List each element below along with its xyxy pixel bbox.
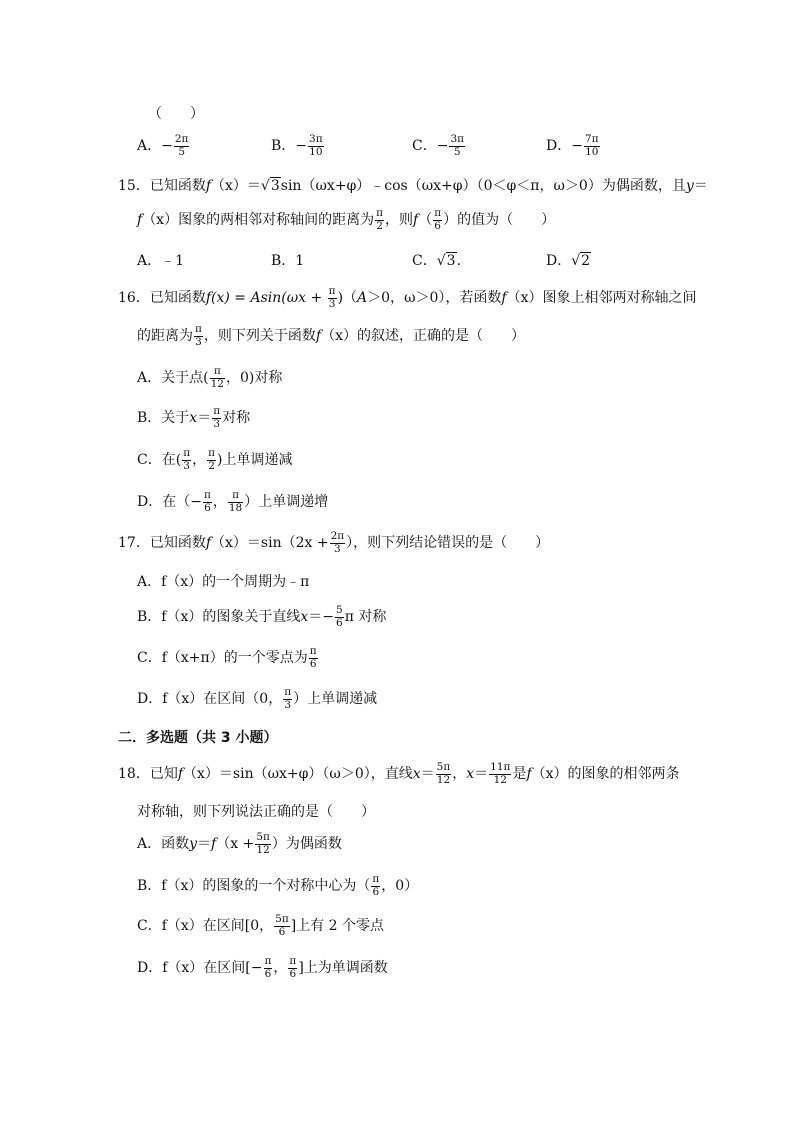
text: ＝ [474, 766, 489, 783]
text: B．f（x）的图象关于直线 [137, 609, 301, 626]
text: . [456, 253, 462, 269]
q14-option-a [137, 134, 190, 158]
text: ＝− [308, 609, 335, 626]
fraction [436, 762, 452, 786]
numerator: π [213, 365, 221, 377]
denominator: 12 [210, 377, 224, 390]
q18-option-d [137, 956, 388, 980]
numerator: 5π [275, 913, 289, 925]
text: ）的值为（ ） [443, 212, 556, 229]
text: 16．已知函数 [118, 290, 206, 307]
fraction [255, 832, 271, 856]
numerator: π [376, 207, 383, 219]
numerator: π [208, 447, 215, 459]
math-var: f [211, 836, 217, 853]
q15-stem-line1 [118, 175, 708, 195]
q17-option-a: A．f（x）的一个周期为﹣π [137, 574, 310, 590]
q15-option-b: B．1 [271, 253, 305, 269]
text: π 对称 [344, 609, 387, 626]
numerator: π [284, 686, 292, 698]
radicand: 3 [270, 178, 280, 194]
text: ），则下列结论错误的是（ ） [346, 535, 550, 552]
option-label: C． [412, 253, 437, 269]
q15-stem-line2 [137, 208, 555, 232]
text: sin（ωx+φ）﹣cos（ωx+φ）（0＜φ＜π，ω＞0）为偶函数，且 [280, 178, 686, 194]
text: ]上有 2 个零点 [290, 918, 385, 935]
text: B．关于 [137, 410, 190, 427]
text: （x）＝sin（ωx+φ）（ω＞0），直线 [183, 766, 413, 783]
text: ， [212, 494, 227, 511]
q18-stem-line2: 对称轴，则下列说法正确的是（ ） [137, 804, 375, 820]
fraction [433, 208, 442, 232]
q16-option-d [137, 490, 328, 514]
numerator: π [309, 645, 317, 657]
text: ）上单调递减 [293, 691, 378, 708]
numerator: 3π [309, 133, 323, 145]
q18-option-a [137, 832, 342, 856]
text: ，0） [381, 878, 419, 895]
minus-sign: − [295, 138, 308, 155]
denominator: 3 [195, 335, 202, 348]
minus-sign: − [436, 138, 449, 155]
text: ＝ [420, 766, 435, 783]
fraction [264, 956, 273, 980]
denominator: 6 [274, 926, 290, 939]
option-label: A． [137, 138, 162, 155]
text: D．在（− [137, 494, 202, 511]
numerator: π [232, 489, 240, 501]
fraction [375, 208, 384, 232]
fraction [330, 531, 346, 555]
math-formula: f(x) = Asin(ωx + [205, 290, 327, 307]
option-label: D． [546, 138, 572, 155]
sqrt-symbol: √2 [571, 253, 591, 269]
text: （x）的叙述，正确的是（ ） [321, 328, 525, 345]
math-var: f [526, 766, 532, 783]
q15-option-d [546, 250, 591, 270]
text: ，0)对称 [225, 370, 283, 387]
text: （x）图象上相邻两对称轴之间 [506, 290, 697, 307]
text: ) [337, 290, 344, 307]
text: ， [452, 766, 467, 783]
fraction [283, 687, 292, 711]
text: 是 [512, 766, 527, 783]
numerator: 5π [436, 761, 451, 773]
radicand: 2 [581, 253, 591, 269]
text: ）为偶函数 [271, 836, 342, 853]
math-var: A [357, 290, 368, 307]
section-heading: 二．多选题（共 3 小题） [118, 730, 278, 746]
fraction [584, 134, 600, 158]
option-label: C． [412, 138, 437, 155]
fraction [309, 646, 318, 670]
fraction [212, 406, 221, 430]
q14-stem-tail: （ ） [148, 106, 204, 122]
denominator: 10 [309, 145, 323, 158]
denominator: 3 [330, 543, 346, 556]
numerator: π [195, 323, 202, 335]
math-var: y [189, 836, 198, 853]
text: D．f（x）在区间[− [137, 960, 263, 977]
denominator: 12 [256, 843, 270, 856]
fraction [328, 286, 337, 310]
math-var: f [501, 290, 507, 307]
math-var: f [205, 535, 212, 552]
text: 17．已知函数 [118, 535, 206, 552]
denominator: 3 [213, 417, 220, 430]
sqrt-symbol: √3 [436, 253, 456, 269]
text: （x）＝ [211, 178, 261, 194]
text: )上单调递减 [217, 452, 293, 469]
option-label: B． [271, 138, 296, 155]
math-var: f [315, 328, 322, 345]
text: 15．已知函数 [118, 178, 206, 194]
text: B．f（x）的图象的一个对称中心为（ [137, 878, 371, 895]
fraction [371, 874, 380, 898]
text: ）上单调递增 [244, 494, 329, 511]
text: ，则下列关于函数 [203, 328, 316, 345]
text: ，则 [385, 212, 413, 229]
math-var: f [413, 212, 419, 229]
q15-option-a: A．﹣1 [137, 253, 185, 269]
fraction [203, 490, 212, 514]
fraction [335, 605, 344, 629]
denominator: 3 [284, 698, 292, 711]
denominator: 3 [183, 459, 190, 472]
numerator: 5 [336, 604, 343, 616]
denominator: 6 [372, 885, 380, 898]
radicand: 3 [446, 253, 456, 269]
text: C．在( [137, 452, 182, 469]
sqrt-symbol: √3 [260, 178, 280, 194]
text: D．f（x）在区间（0， [137, 691, 283, 708]
fraction [207, 448, 216, 472]
minus-sign: − [571, 138, 583, 155]
q16-stem-line1 [118, 286, 696, 310]
text: ， [273, 960, 288, 977]
denominator: 6 [289, 967, 297, 980]
denominator: 6 [434, 219, 441, 232]
numerator: π [183, 447, 191, 459]
option-label: D． [546, 253, 572, 269]
text: C．f（x）在区间[0， [137, 918, 274, 935]
denominator: 2 [208, 459, 215, 472]
text: 18．已知 [118, 766, 178, 783]
denominator: 5 [449, 146, 465, 159]
q14-option-b [271, 134, 325, 158]
q17-option-c [137, 646, 319, 670]
text: 对称 [222, 410, 251, 427]
numerator: π [328, 285, 336, 297]
numerator: 7π [584, 133, 599, 145]
numerator: π [213, 405, 221, 417]
math-var: x [300, 609, 309, 626]
q17-option-b [137, 605, 386, 629]
text: ＝ [197, 836, 212, 853]
denominator: 5 [174, 146, 190, 159]
math-var: x [412, 766, 421, 783]
minus-sign: − [161, 138, 173, 155]
text: （ [343, 290, 358, 307]
q17-option-d [137, 687, 377, 711]
q14-option-d [546, 134, 601, 158]
text: （x）的图象的相邻两条 [531, 766, 680, 783]
math-var: f [137, 212, 143, 229]
q15-option-c [412, 250, 461, 270]
fraction [308, 134, 324, 158]
math-var: y [685, 178, 694, 194]
q17-stem [118, 531, 549, 555]
text: （x + [216, 836, 255, 853]
fraction [182, 448, 191, 472]
fraction [288, 956, 297, 980]
q14-option-c [412, 134, 466, 158]
math-var: x [466, 766, 475, 783]
fraction [174, 134, 190, 158]
denominator: 2 [376, 219, 383, 232]
q16-stem-line2 [137, 324, 525, 348]
text: （ [418, 212, 433, 229]
fraction [489, 762, 511, 786]
numerator: 11π [490, 761, 511, 773]
numerator: 2π [330, 530, 345, 542]
numerator: π [203, 489, 211, 501]
denominator: 10 [585, 145, 599, 158]
denominator: 6 [204, 501, 211, 514]
numerator: 5π [256, 831, 270, 843]
fraction [449, 134, 465, 158]
q16-option-c [137, 448, 292, 472]
q16-option-a [137, 366, 282, 390]
text: 的距离为 [137, 328, 193, 345]
text: ＝ [197, 410, 212, 427]
numerator: 2π [174, 133, 189, 145]
fraction [210, 366, 225, 390]
denominator: 6 [336, 616, 343, 629]
text: （x）＝sin（2x + [211, 535, 329, 552]
numerator: π [372, 873, 380, 885]
denominator: 3 [328, 297, 336, 310]
numerator: π [289, 955, 297, 967]
numerator: π [434, 207, 442, 219]
text: ＝ [693, 178, 708, 194]
text: （x）图象的两相邻对称轴间的距离为 [142, 212, 375, 229]
q18-stem-line1 [118, 762, 680, 786]
q16-option-b [137, 406, 250, 430]
text: A．函数 [137, 836, 190, 853]
denominator: 6 [309, 657, 317, 670]
fraction [194, 324, 203, 348]
text: ＞0，ω＞0），若函数 [367, 290, 502, 307]
denominator: 12 [489, 774, 511, 787]
fraction [228, 490, 243, 514]
math-var: f [205, 178, 212, 194]
text: ， [192, 452, 207, 469]
math-var: f [177, 766, 184, 783]
fraction [274, 914, 290, 938]
math-var: x [189, 410, 198, 427]
denominator: 6 [264, 967, 272, 980]
numerator: π [264, 955, 272, 967]
text: A．关于点( [137, 370, 209, 387]
text: ]上为单调函数 [298, 960, 388, 977]
numerator: 3π [450, 133, 465, 145]
text: C．f（x+π）的一个零点为 [137, 650, 308, 667]
q18-option-b [137, 874, 418, 898]
denominator: 12 [436, 773, 451, 786]
q18-option-c [137, 914, 384, 938]
denominator: 18 [228, 501, 243, 514]
